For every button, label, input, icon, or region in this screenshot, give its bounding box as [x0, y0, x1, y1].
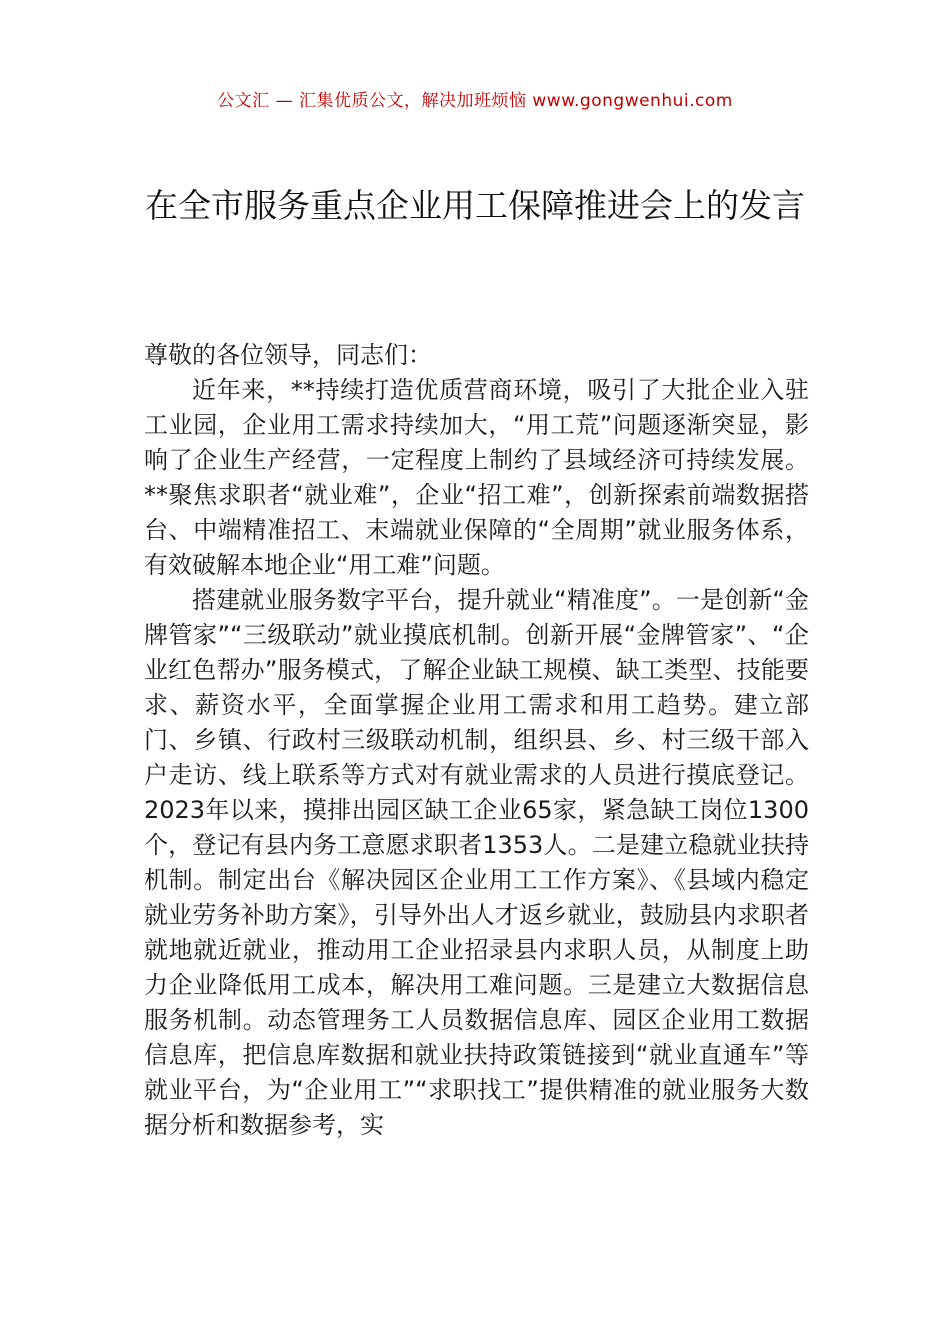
document-body	[144, 338, 809, 1143]
salutation: 尊敬的各位领导，同志们：	[144, 341, 432, 369]
paragraph-platform: 搭建就业服务数字平台，提升就业“精准度”。一是创新“金牌管家”“三级联动”就业摸底机制。创新开展“金牌管家”、“企业红色帮办”服务模式，了解企业缺工规模、缺工类型、技能要求、薪资水平，全面掌握企业用工需求和用工趋势。建立部门、乡镇、行政村三级联动机制，组织县、乡、村三级干部入户走访、线上联系等方式对有就业需求的人员进行摸底登记。2023年以来，摸排出园区缺工企业65家，紧急缺工岗位1300个，登记有县内务工意愿求职者1353人。二是建立稳就业扶持机制。制定出台《解决园区企业用工工作方案》、《县域内稳定就业劳务补助方案》，引导外出人才返乡就业，鼓励县内求职者就地就近就业，推动用工企业招录县内求职人员，从制度上助力企业降低用工成本，解决用工难问题。三是建立大数据信息服务机制。动态管理务工人员数据信息库、园区企业用工数据信息库，把信息库数据和就业扶持政策链接到“就业直通车”等就业平台，为“企业用工”“求职找工”提供精准的就业服务大数据分析和数据参考，实	[144, 586, 809, 1139]
document-title: 在全市服务重点企业用工保障推进会上的发言	[145, 186, 805, 225]
paragraph-intro: 近年来，**持续打造优质营商环境，吸引了大批企业入驻工业园，企业用工需求持续加大，“用工荒”问题逐渐突显，影响了企业生产经营，一定程度上制约了县域经济可持续发展。**聚焦求职者“就业难”，企业“招工难”，创新探索前端数据搭台、中端精准招工、末端就业保障的“全周期”就业服务体系，有效破解本地企业“用工难”问题。	[144, 376, 809, 579]
site-banner: 公文汇 — 汇集优质公文，解决加班烦恼 www.gongwenhui.com	[217, 91, 733, 111]
